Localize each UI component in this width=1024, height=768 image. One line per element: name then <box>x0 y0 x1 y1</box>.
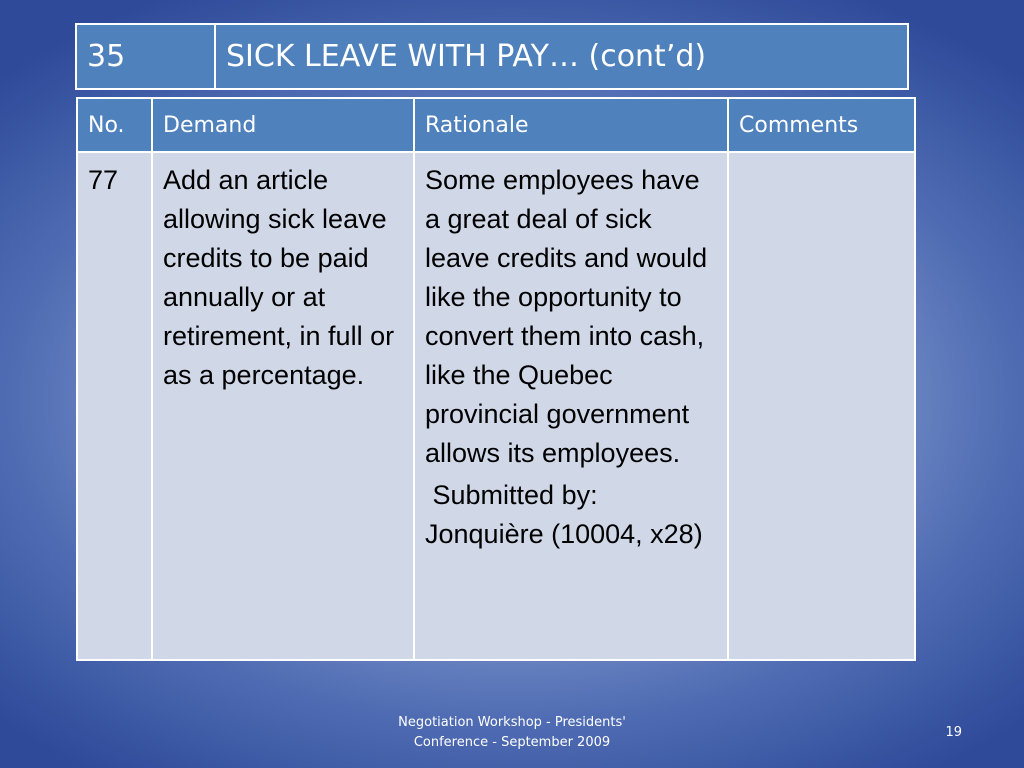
column-header-comments: Comments <box>728 98 915 152</box>
footer-line-2: Conference - September 2009 <box>413 735 611 750</box>
footer-line-1: Negotiation Workshop - Presidents' <box>398 715 626 730</box>
cell-no: 77 <box>77 152 152 660</box>
slide-title: SICK LEAVE WITH PAY… (cont’d) <box>215 24 908 89</box>
submitted-by: Submitted by: Jonquière (10004, x28) <box>425 480 703 549</box>
section-number: 35 <box>76 24 215 89</box>
demands-table <box>76 97 916 661</box>
cell-demand: Add an article allowing sick leave credits to be paid annually or at retirement, in full or as a percentage. <box>152 152 414 660</box>
table-row <box>77 152 915 660</box>
column-header-no: No. <box>77 98 152 152</box>
rationale-text: Some employees have a great deal of sick leave credits and would like the opportunity to convert them into cash, like the Quebec provincial government allows its employees. <box>425 165 708 468</box>
section-title-bar <box>75 23 909 90</box>
footer <box>370 713 654 753</box>
column-header-demand: Demand <box>152 98 414 152</box>
page-number: 19 <box>945 725 962 740</box>
cell-comments <box>728 152 915 660</box>
cell-rationale <box>414 152 728 660</box>
table-header-row <box>77 98 915 152</box>
column-header-rationale: Rationale <box>414 98 728 152</box>
